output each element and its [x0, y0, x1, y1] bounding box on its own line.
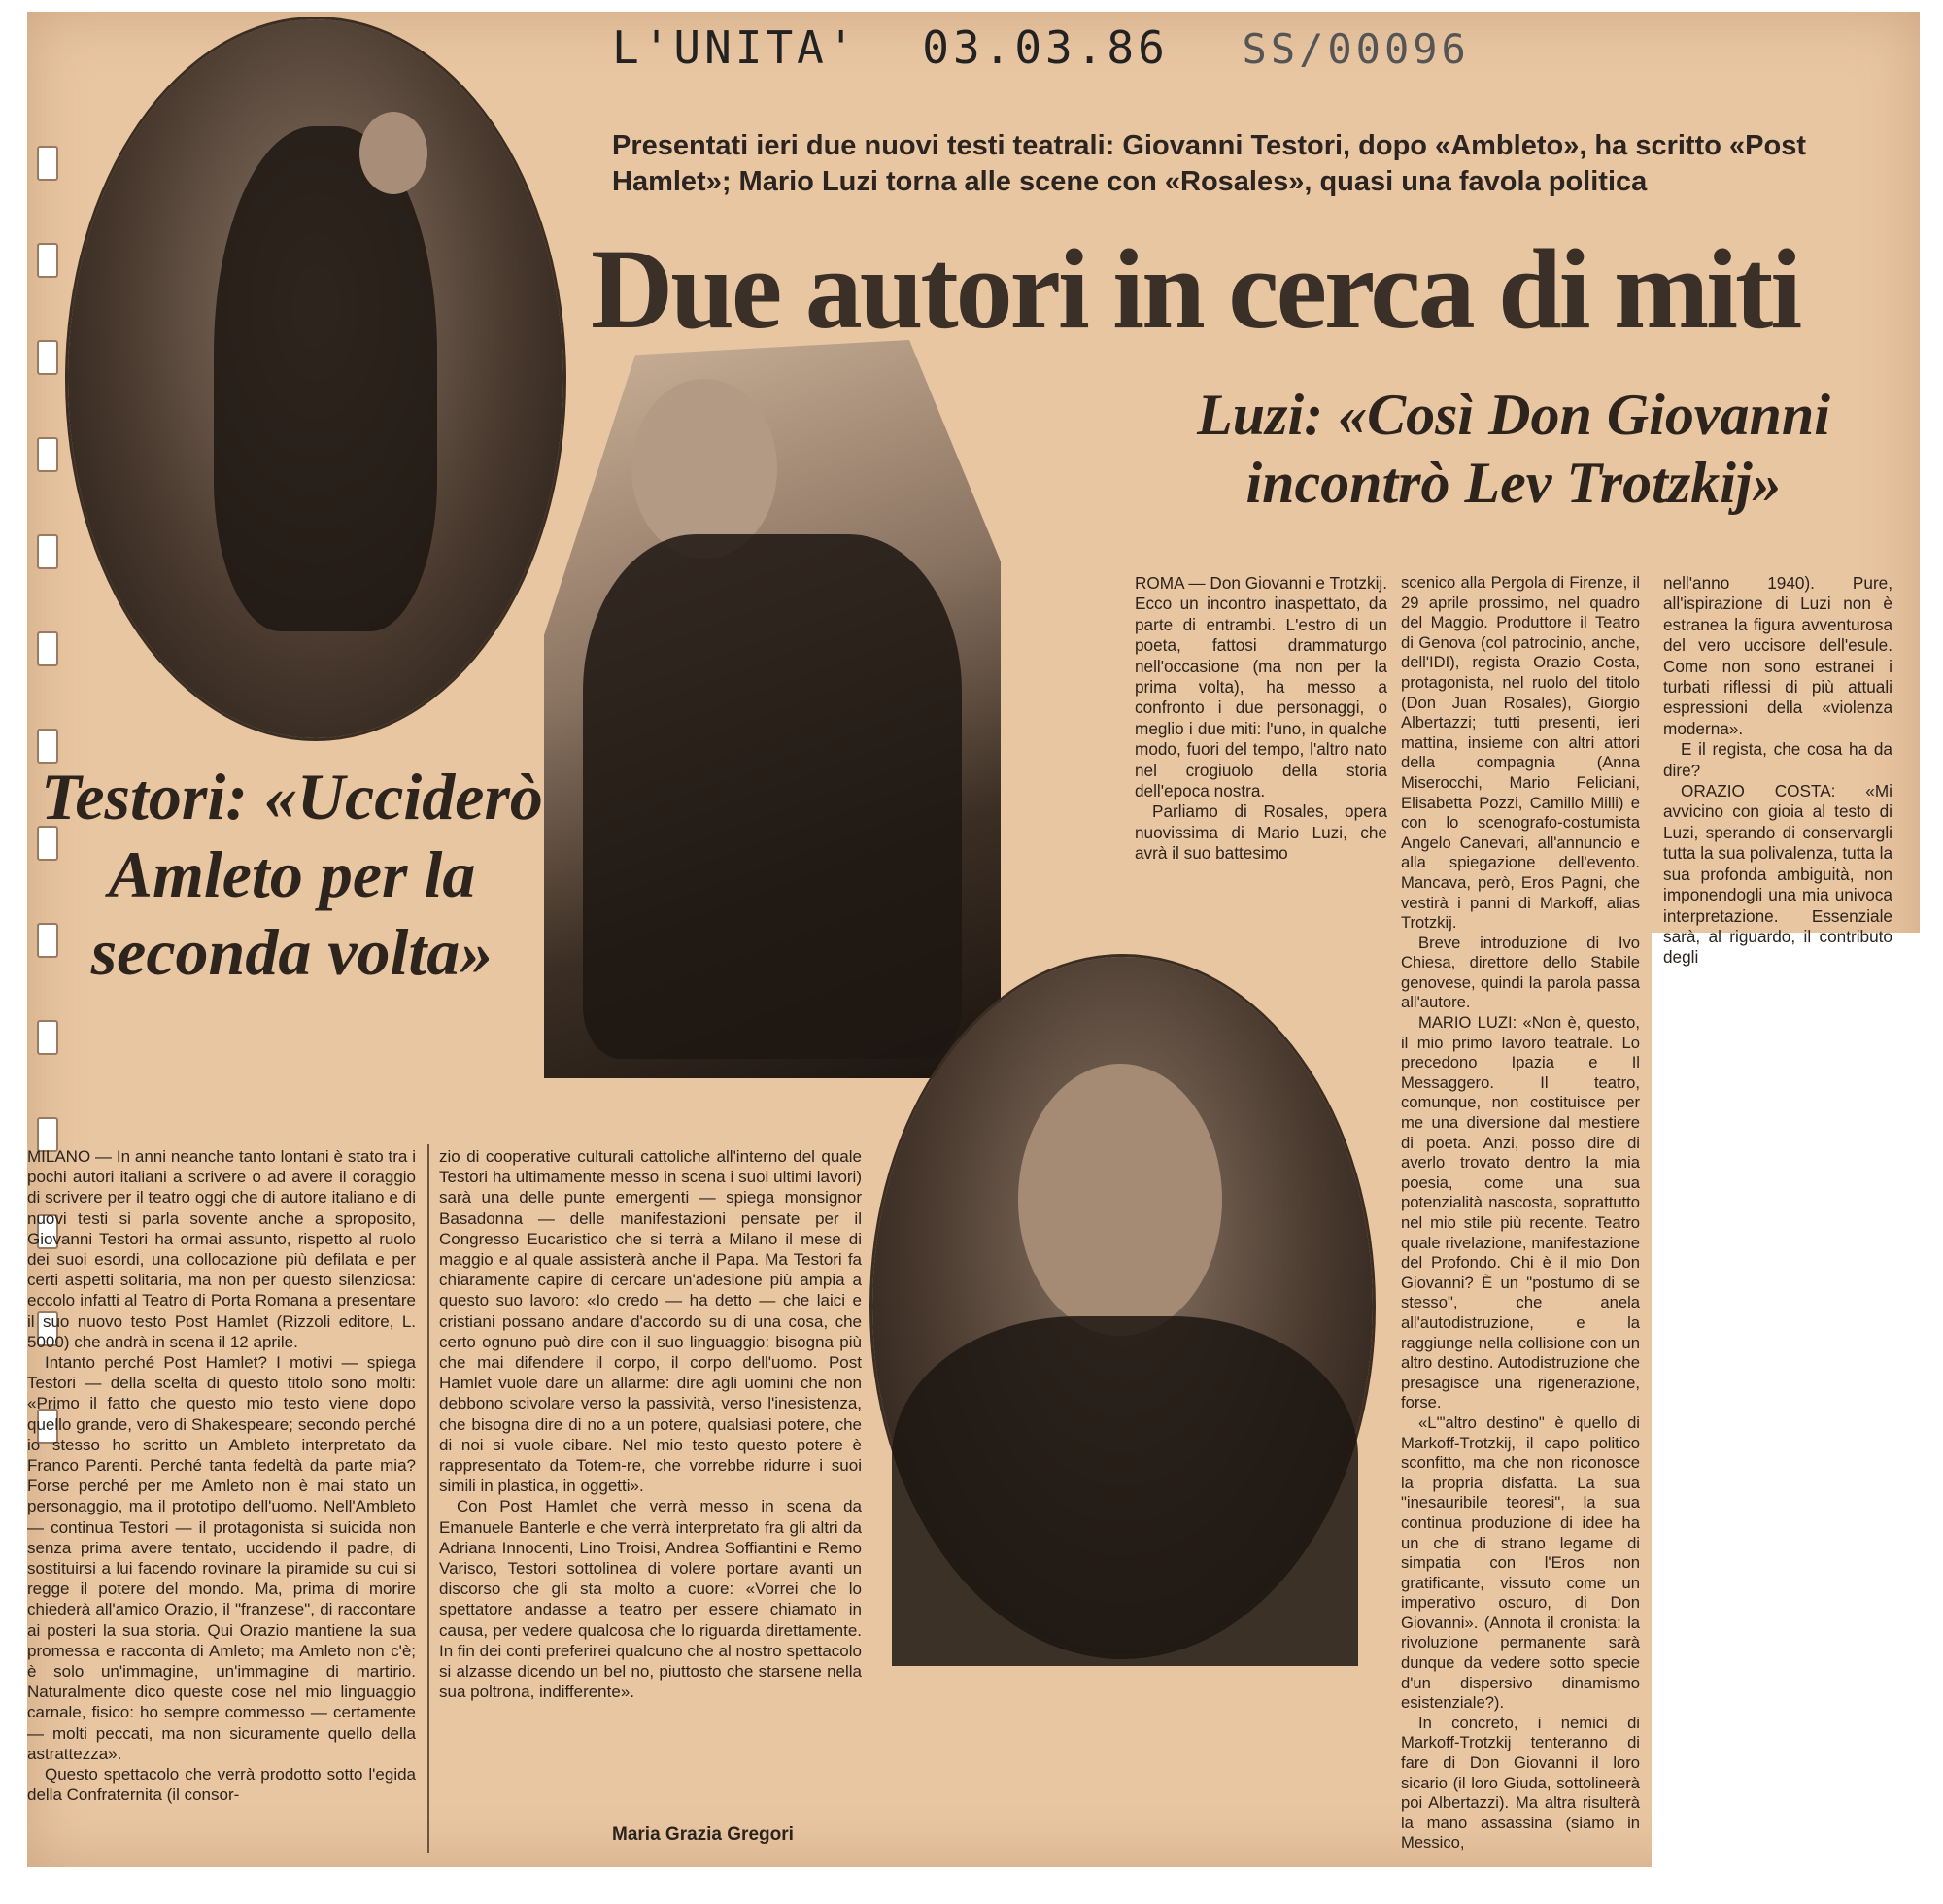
paragraph: MILANO — In anni neanche tanto lontani è stato tra i pochi autori italiani a scrivere o ad avere il coraggio di scrivere per il teatro oggi che di autore italiano e di nuovi testi si parla sovente anche a sproposito, Giovanni Testori ha ormai assunto, rispetto al ruolo dei suoi esordi, una collocazione più defilata e per certi aspetti solitaria, ma non per questo silenziosa: eccolo infatti al Teatro di Porta Romana a presentare il suo nuovo testo Post Hamlet (Rizzoli editore, L. 5000) che andrà in scena il 12 aprile.	[27, 1147, 416, 1351]
trotzkij-face	[1018, 1064, 1222, 1336]
luzi-column-1	[1135, 573, 1387, 865]
paragraph: Questo spettacolo che verrà prodotto sotto l'egida della Confraternita (il consor-	[27, 1765, 416, 1805]
binder-hole	[37, 1020, 58, 1055]
paragraph: nell'anno 1940). Pure, all'ispirazione di Luzi non è estranea la figura avventurosa del vero uccisore dell'esule. Come non sono estranei i turbati riflessi di più attuali espressioni della «violenza moderna».	[1663, 573, 1892, 738]
paragraph: ROMA — Don Giovanni e Trotzkij. Ecco un incontro inaspettato, da parte di entrambi. L'estro di un poeta, fattosi drammaturgo nell'occasione (ma non per la prima volta), ha messo a confronto i due personaggi, o meglio i due miti: l'uno, in qualche modo, fuori del tempo, l'altro nato nel crogiuolo della storia dell'epoca nostra.	[1135, 573, 1387, 801]
binder-hole	[37, 243, 58, 278]
byline: Maria Grazia Gregori	[612, 1824, 794, 1845]
clipping-cutout	[1652, 933, 1943, 1904]
paragraph: «L'"altro destino" è quello di Markoff-Trotzkij, il capo politico sconfitto, ma che non riconosce la propria disfatta. La sua "inesauribile teoresi", la sua continua produzione di idee ha un che di strano legame di simpatia con l'Eros non gratificante, vissuto come un imperativo oscuro, di Don Giovanni». (Annota il cronista: la rivoluzione permanente sarà dunque da vedere sotto specie d'un dispersivo dinamismo esistenziale?).	[1401, 1412, 1640, 1713]
paragraph: Breve introduzione di Ivo Chiesa, direttore dello Stabile genovese, quindi la parola passa all'autore.	[1401, 933, 1640, 1012]
luzi-column-2	[1401, 573, 1640, 1853]
paragraph: E il regista, che cosa ha da dire?	[1663, 739, 1892, 780]
paragraph: zio di cooperative culturali cattoliche all'interno del quale Testori ha ultimamente messo in scena i suoi ultimi lavori) sarà una delle punte emergenti — spiega monsignor Basadonna — delle manifestazioni pensate per il Congresso Eucaristico che si terrà a Milano il mese di maggio e al quale assisterà anche il Papa. Ma Testori fa chiaramente capire di cercare un'adesione più ampia a questo suo lavoro: «Io credo — ha detto — che laici e cristiani possano andare d'accordo su di una cosa, che certo ognuno può dire con il suo linguaggio: bisogna più che mai difendere il corpo, il corpo dell'uomo. Post Hamlet vuole dare un allarme: dire agli uomini che non debbono scivolare verso la passività, verso l'inesistenza, che bisogna dire di no a un potere, qualsiasi potere, che di noi si vuole cibare. Nel mio testo questo potere è rappresentato da Totem-re, che vorrebbe ridurre i suoi simili in plastica, in oggetti».	[439, 1147, 862, 1496]
binder-hole	[37, 340, 58, 375]
paragraph: MARIO LUZI: «Non è, questo, il mio primo lavoro teatrale. Lo precedono Ipazia e Il Messaggero. Il teatro, comunque, non costituisce per me una diversione dal mestiere di poeta. Anzi, posso dire di averlo trovato dentro la mia poesia, come una sua potenzialità nascosta, soprattutto nel mio stile più recente. Teatro quale rivelazione, manifestazione del Profondo. Chi è il mio Don Giovanni? È un "postumo di se stesso", che anela all'autodistruzione, e la raggiunge nella collisione con un altro destino. Autodistruzione che presagisce una rigenerazione, forse.	[1401, 1013, 1640, 1412]
luzi-body	[583, 534, 962, 1059]
paragraph: Con Post Hamlet che verrà messo in scena da Emanuele Banterle e che verrà interpretato fra gli altri da Adriana Innocenti, Lino Troisi, Andrea Soffiantini e Remo Varisco, Testori sottolinea di volere portare avanti un discorso che gli sta molto a cuore: «Vorrei che lo spettatore andasse a teatro per essere chiamato in causa, per vedere qualcosa che lo riguarda direttamente. In fin dei conti preferirei qualcuno che al nostro spettacolo si alzasse dicendo un bel no, piuttosto che starsene nella sua poltrona, indifferente».	[439, 1497, 862, 1702]
column-divider	[427, 1144, 429, 1853]
handwritten-code: SS/00096	[1242, 25, 1470, 73]
handwritten-date: 03.03.86	[922, 21, 1169, 74]
actor-face	[359, 112, 427, 194]
paragraph: Parliamo di Rosales, opera nuovissima di Mario Luzi, che avrà il suo battesimo	[1135, 801, 1387, 864]
binder-hole	[37, 437, 58, 472]
luzi-column-3	[1663, 573, 1893, 968]
paragraph: ORAZIO COSTA: «Mi avvicino con gioia al testo di Luzi, sperando di conservargli tutta la sua polivalenza, tutta la sua profonda ambiguità, non imponendogli una mia univoca interpretazione. Essenziale sarà, al riguardo, il contributo degli	[1663, 781, 1893, 968]
binder-hole	[37, 631, 58, 666]
binder-hole	[37, 146, 58, 181]
luzi-face	[631, 379, 777, 559]
testori-subheadline: Testori: «Ucciderò Amleto per la seconda volta»	[41, 760, 543, 989]
testori-column-2	[439, 1146, 862, 1702]
luzi-subheadline: Luzi: «Così Don Giovanni incontrò Lev Trotzkij»	[1197, 383, 1830, 515]
paragraph: In concreto, i nemici di Markoff-Trotzkij tenteranno di fare di Don Giovanni il loro sicario (il loro Giuda, sottolineerà poi Albertazzi). Ma altra risulterà la mano assassina (siamo in Messico,	[1401, 1713, 1640, 1853]
luzi-photo	[544, 340, 1001, 1078]
article-deck: Presentati ieri due nuovi testi teatrali: Giovanni Testori, dopo «Ambleto», ha scritto «Post Hamlet»; Mario Luzi torna alle scene con «Rosales», quasi una favola politica	[612, 130, 1806, 197]
trotzkij-body	[892, 1316, 1358, 1666]
trotzkij-photo-oval	[872, 957, 1373, 1656]
headline: Due autori in cerca di miti	[591, 225, 1800, 353]
testori-column-1	[27, 1146, 416, 1806]
stage-photo-oval	[68, 19, 563, 738]
handwritten-note	[612, 21, 1503, 74]
paragraph: Intanto perché Post Hamlet? I motivi — spiega Testori — della scelta di questo titolo sono molti: «Primo il fatto che questo mio testo viene dopo quello grande, vero di Shakespeare; secondo perché io stesso ho scritto un Ambleto interpretato da Franco Parenti. Perché tanta fedeltà da parte mia? Forse perché per me Amleto non è mai stato un personaggio, ma il prototipo dell'uomo. Nell'Ambleto — continua Testori — il protagonista si suicida non senza prima avere tentato, uccidendo il padre, di sostituirsi a lui facendo rovinare la piramide su cui si regge il potere del mondo. Ma, prima di morire chiederà all'amico Orazio, il "franzese", di raccontare ai posteri la sua storia. Qui Orazio mantiene la sua promessa e racconta di Amleto; ma Amleto non c'è; è solo un'immagine, un'immagine di martirio. Naturalmente dico queste cose nel mio linguaggio carnale, fisico: ho sempre commesso — certamente — molti peccati, ma non sicuramente quello della astrattezza».	[27, 1353, 416, 1763]
binder-hole	[37, 534, 58, 569]
paragraph: scenico alla Pergola di Firenze, il 29 aprile prossimo, nel quadro del Maggio. Produttore il Teatro di Genova (col patrocinio, anche, dell'IDI), regista Orazio Costa, protagonista, nel ruolo del titolo (Don Juan Rosales), Giorgio Albertazzi; tutti presenti, ieri mattina, insieme con altri attori della compagnia (Anna Miserocchi, Mario Feliciani, Elisabetta Pozzi, Camillo Milli) e con lo scenografo-costumista Angelo Canevari, all'annuncio e alla spiegazione dell'evento. Mancava, però, Eros Pagni, che vestirà i panni di Markoff, alias Trotzkij.	[1401, 573, 1640, 933]
handwritten-publication: L'UNITA'	[612, 21, 859, 74]
actor-figure	[214, 126, 437, 631]
